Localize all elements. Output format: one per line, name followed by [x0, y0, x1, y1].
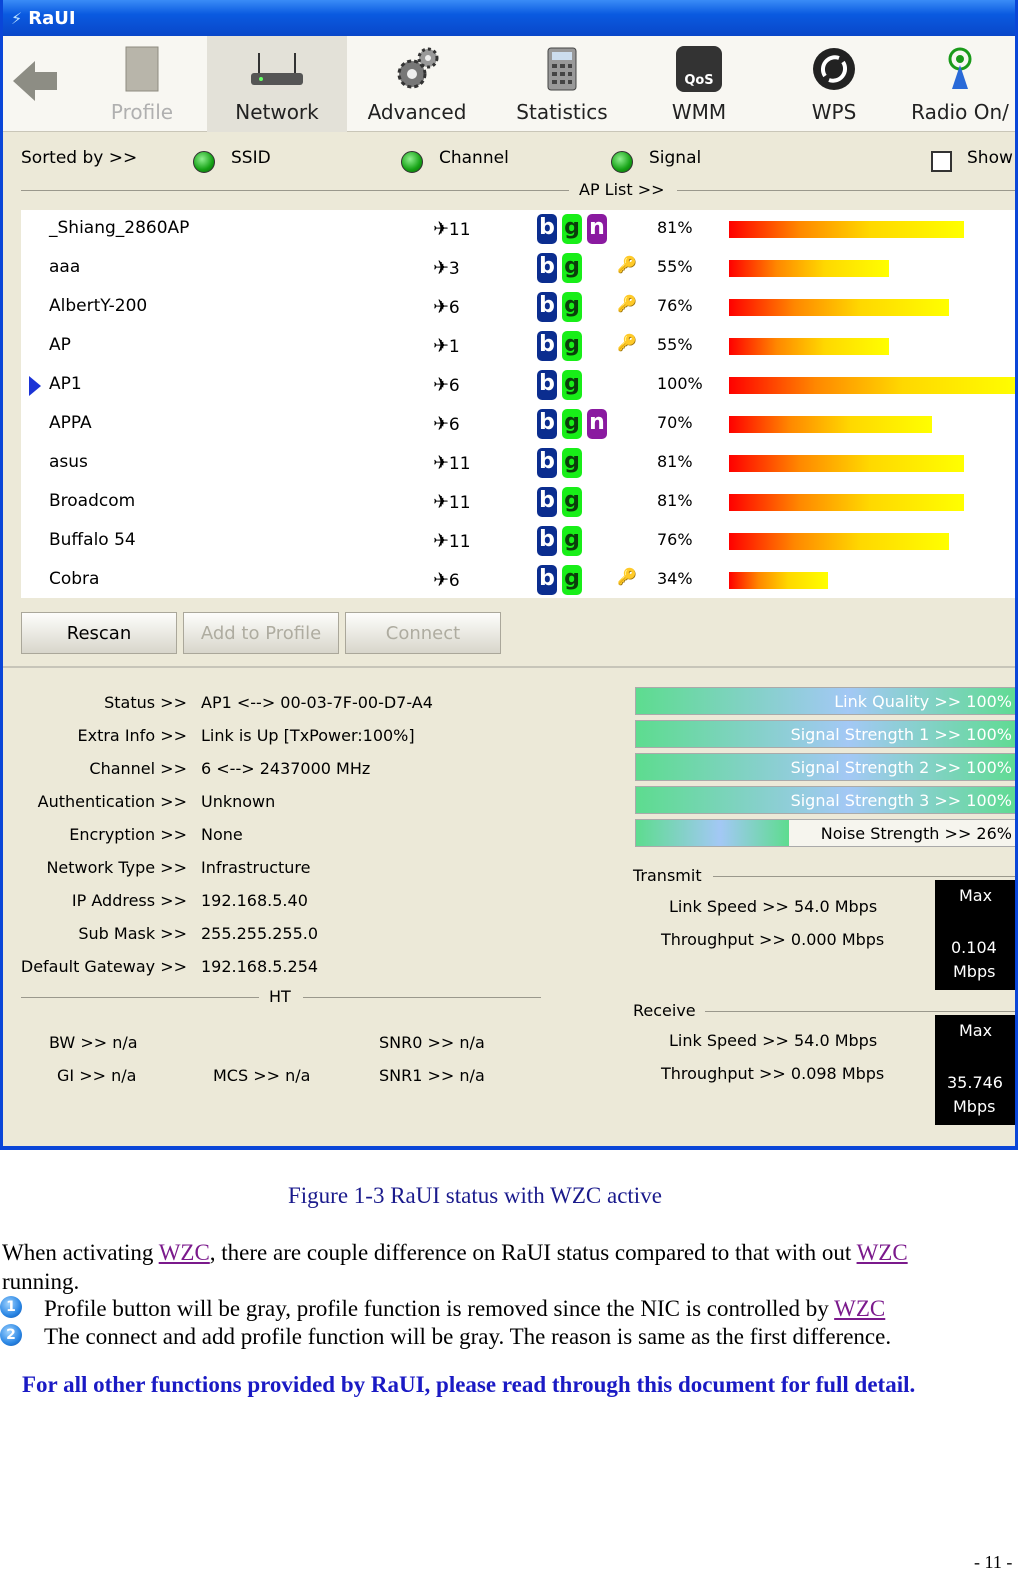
- ap-ssid: AlbertY-200: [49, 296, 148, 316]
- quality-bar: [635, 687, 1018, 715]
- add-to-profile-button[interactable]: Add to Profile: [183, 612, 339, 654]
- transmit-title: Transmit: [633, 866, 702, 885]
- sort-channel-label: Channel: [439, 148, 509, 168]
- tx-max-value: 0.104: [951, 938, 997, 957]
- bullet-1-icon: 1: [0, 1296, 22, 1318]
- window-title: RaUI: [28, 7, 76, 29]
- ap-row[interactable]: [21, 405, 1018, 444]
- mode-g-icon: g: [562, 331, 582, 361]
- channel-icon: ✈: [433, 413, 449, 435]
- status-label: Extra Info >>: [77, 726, 187, 745]
- status-label: Network Type >>: [46, 858, 187, 877]
- ht-title: HT: [269, 987, 291, 1006]
- signal-bar: [729, 533, 949, 550]
- rx-link-speed: Link Speed >> 54.0 Mbps: [669, 1031, 878, 1050]
- quality-text: Noise Strength >> 26%: [820, 824, 1012, 843]
- toolbar-advanced-label: Advanced: [367, 100, 467, 124]
- ap-row[interactable]: [21, 327, 1018, 366]
- quality-bar: [635, 786, 1018, 814]
- mode-b-icon: b: [537, 487, 557, 517]
- quality-text: Signal Strength 2 >> 100%: [790, 758, 1012, 777]
- gi-value: GI >> n/a: [57, 1066, 137, 1085]
- ap-ssid: APPA: [49, 413, 92, 433]
- router-icon: [249, 49, 305, 89]
- wzc-link-3[interactable]: WZC: [834, 1296, 886, 1321]
- quality-bar: [635, 720, 1018, 748]
- toolbar-wps-button[interactable]: [775, 36, 893, 132]
- channel-icon: ✈: [433, 335, 449, 357]
- toolbar-wmm-label: WMM: [671, 100, 727, 124]
- ap-row[interactable]: [21, 483, 1018, 522]
- ap-row[interactable]: [21, 288, 1018, 327]
- mode-n-icon: n: [587, 409, 607, 439]
- rx-throughput: Throughput >> 0.098 Mbps: [661, 1064, 885, 1083]
- quality-bar: [635, 819, 1018, 847]
- ap-ssid: AP1: [49, 374, 82, 394]
- toolbar-radio-label: Radio On/: [911, 100, 1009, 124]
- ap-channel: ✈11: [433, 491, 471, 513]
- bullet-2-icon: 2: [0, 1324, 22, 1346]
- signal-bar: [729, 221, 964, 238]
- mode-g-icon: g: [562, 526, 582, 556]
- ap-ssid: _Shiang_2860AP: [49, 218, 190, 238]
- section-divider: [3, 666, 1015, 668]
- quality-text: Signal Strength 1 >> 100%: [790, 725, 1012, 744]
- channel-icon: ✈: [433, 569, 449, 591]
- mode-b-icon: b: [537, 526, 557, 556]
- mode-b-icon: b: [537, 448, 557, 478]
- ap-ssid: Broadcom: [49, 491, 136, 511]
- sort-ssid-radio[interactable]: [193, 151, 215, 173]
- mode-b-icon: b: [537, 253, 557, 283]
- channel-icon: ✈: [433, 491, 449, 513]
- status-value: Unknown: [201, 792, 276, 811]
- gears-icon: [392, 44, 442, 94]
- tx-max-unit: Mbps: [953, 962, 996, 981]
- status-value: AP1 <--> 00-03-7F-00-D7-A4: [201, 693, 433, 712]
- toolbar-advanced-button[interactable]: [349, 36, 485, 132]
- ap-row[interactable]: [21, 561, 1018, 600]
- status-label: IP Address >>: [71, 891, 187, 910]
- ap-ssid: asus: [49, 452, 88, 472]
- lock-key-icon: 🔑: [617, 255, 637, 274]
- ap-signal: 34%: [657, 569, 693, 588]
- selected-arrow-icon: [29, 376, 41, 396]
- calculator-icon: [542, 44, 582, 94]
- mode-b-icon: b: [537, 331, 557, 361]
- channel-icon: ✈: [433, 452, 449, 474]
- ap-channel: ✈6: [433, 374, 460, 396]
- ap-row[interactable]: [21, 249, 1018, 288]
- ap-signal: 81%: [657, 452, 693, 471]
- ap-row[interactable]: [21, 210, 1018, 249]
- status-label: Channel >>: [89, 759, 187, 778]
- quality-text: Signal Strength 3 >> 100%: [790, 791, 1012, 810]
- status-label: Encryption >>: [69, 825, 187, 844]
- sort-label: Sorted by >>: [21, 148, 138, 168]
- ap-signal: 100%: [657, 374, 703, 393]
- ht-header: [21, 987, 541, 1007]
- mode-g-icon: g: [562, 253, 582, 283]
- figure-caption: Figure 1-3 RaUI status with WZC active: [288, 1183, 662, 1208]
- bw-value: BW >> n/a: [49, 1033, 138, 1052]
- signal-bar: [729, 377, 1018, 394]
- channel-icon: ✈: [433, 218, 449, 240]
- status-value: 192.168.5.254: [201, 957, 319, 976]
- ap-ssid: AP: [49, 335, 71, 355]
- ap-list-title: AP List >>: [579, 180, 665, 199]
- sort-bar: [3, 140, 1015, 180]
- status-value: 6 <--> 2437000 MHz: [201, 759, 371, 778]
- ap-signal: 70%: [657, 413, 693, 432]
- toolbar-wps-label: WPS: [811, 100, 857, 124]
- rescan-button[interactable]: Rescan: [21, 612, 177, 654]
- channel-icon: ✈: [433, 530, 449, 552]
- mode-g-icon: g: [562, 487, 582, 517]
- ap-channel: ✈11: [433, 218, 471, 240]
- mode-b-icon: b: [537, 370, 557, 400]
- paragraph: When activating WZC, there are couple difference on RaUI status compared to that with out WZC running.: [2, 1240, 908, 1294]
- show-checkbox[interactable]: [931, 151, 952, 172]
- status-value: Infrastructure: [201, 858, 311, 877]
- qos-icon: QoS: [676, 46, 722, 92]
- tx-max-label: Max: [959, 886, 993, 905]
- mode-g-icon: g: [562, 214, 582, 244]
- status-label: Status >>: [104, 693, 187, 712]
- ap-signal: 76%: [657, 530, 693, 549]
- sort-channel-radio[interactable]: [401, 151, 423, 173]
- wzc-link-2[interactable]: WZC: [856, 1240, 908, 1265]
- signal-bar: [729, 494, 964, 511]
- toolbar-network-button[interactable]: [207, 36, 347, 132]
- profile-icon: [122, 45, 162, 93]
- channel-icon: ✈: [433, 374, 449, 396]
- status-label: Default Gateway >>: [20, 957, 187, 976]
- signal-bar: [729, 455, 964, 472]
- quality-fill: [636, 820, 789, 846]
- raui-logo-icon: ⚡: [11, 8, 23, 28]
- ap-list[interactable]: [21, 210, 1018, 598]
- sort-signal-label: Signal: [649, 148, 702, 168]
- status-label: Sub Mask >>: [78, 924, 187, 943]
- signal-bar: [729, 416, 932, 433]
- radio-antenna-icon: [940, 45, 980, 93]
- channel-icon: ✈: [433, 296, 449, 318]
- lock-key-icon: 🔑: [617, 567, 637, 586]
- wzc-link-1[interactable]: WZC: [158, 1240, 210, 1265]
- mode-b-icon: b: [537, 565, 557, 595]
- quality-text: Link Quality >> 100%: [834, 692, 1012, 711]
- ap-channel: ✈6: [433, 569, 460, 591]
- signal-bar: [729, 299, 949, 316]
- wps-icon: [811, 46, 857, 92]
- mode-b-icon: b: [537, 292, 557, 322]
- ap-row[interactable]: [21, 444, 1018, 483]
- status-label: Authentication >>: [37, 792, 187, 811]
- ap-channel: ✈11: [433, 452, 471, 474]
- signal-bar: [729, 260, 889, 277]
- lock-key-icon: 🔑: [617, 294, 637, 313]
- mode-g-icon: g: [562, 565, 582, 595]
- ap-list-header: [21, 180, 1018, 200]
- mode-g-icon: g: [562, 409, 582, 439]
- rx-max-label: Max: [959, 1021, 993, 1040]
- mode-b-icon: b: [537, 214, 557, 244]
- toolbar-profile-label: Profile: [110, 100, 174, 124]
- status-value: 255.255.255.0: [201, 924, 319, 943]
- toolbar-network-label: Network: [235, 100, 319, 124]
- ap-signal: 55%: [657, 335, 693, 354]
- ap-signal: 81%: [657, 218, 693, 237]
- ap-channel: ✈11: [433, 530, 471, 552]
- sort-ssid-label: SSID: [231, 148, 271, 168]
- bullet-2-text: The connect and add profile function will be gray. The reason is same as the first difference.: [44, 1324, 892, 1349]
- toolbar: [3, 36, 1015, 132]
- rx-max-unit: Mbps: [953, 1097, 996, 1116]
- ap-ssid: aaa: [49, 257, 81, 277]
- channel-icon: ✈: [433, 257, 449, 279]
- toolbar-profile-button[interactable]: [81, 36, 203, 132]
- ap-signal: 55%: [657, 257, 693, 276]
- bullet-1-text: Profile button will be gray, profile function is removed since the NIC is controlled by WZC: [44, 1296, 886, 1321]
- tx-max-box: [935, 880, 1018, 990]
- mode-g-icon: g: [562, 370, 582, 400]
- ap-row[interactable]: [21, 522, 1018, 561]
- snr1-value: SNR1 >> n/a: [379, 1066, 485, 1085]
- toolbar-radio-button[interactable]: [899, 36, 1018, 132]
- snr0-value: SNR0 >> n/a: [379, 1033, 485, 1052]
- connect-button[interactable]: Connect: [345, 612, 501, 654]
- ap-row[interactable]: [21, 366, 1018, 405]
- toolbar-wmm-button[interactable]: [639, 36, 759, 132]
- mode-g-icon: g: [562, 292, 582, 322]
- lock-key-icon: 🔑: [617, 333, 637, 352]
- tx-link-speed: Link Speed >> 54.0 Mbps: [669, 897, 878, 916]
- mode-n-icon: n: [587, 214, 607, 244]
- mcs-value: MCS >> n/a: [213, 1066, 311, 1085]
- quality-bar: [635, 753, 1018, 781]
- toolbar-statistics-label: Statistics: [516, 100, 608, 124]
- ap-ssid: Buffalo 54: [49, 530, 136, 550]
- note-text: For all other functions provided by RaUI, please read through this document for full detail.: [22, 1372, 916, 1397]
- tx-throughput: Throughput >> 0.000 Mbps: [661, 930, 885, 949]
- ap-channel: ✈6: [433, 296, 460, 318]
- ap-ssid: Cobra: [49, 569, 100, 589]
- show-label: Show: [967, 148, 1013, 168]
- sort-signal-radio[interactable]: [611, 151, 633, 173]
- ap-channel: ✈6: [433, 413, 460, 435]
- status-value: 192.168.5.40: [201, 891, 308, 910]
- ap-channel: ✈1: [433, 335, 460, 357]
- rx-max-box: [935, 1015, 1018, 1125]
- mode-b-icon: b: [537, 409, 557, 439]
- toolbar-statistics-button[interactable]: [493, 36, 631, 132]
- status-value: Link is Up [TxPower:100%]: [201, 726, 415, 745]
- ap-signal: 81%: [657, 491, 693, 510]
- receive-title: Receive: [633, 1001, 696, 1020]
- page-number: - 11 -: [974, 1552, 1013, 1572]
- mode-g-icon: g: [562, 448, 582, 478]
- rx-max-value: 35.746: [947, 1073, 1003, 1092]
- signal-bar: [729, 338, 889, 355]
- status-value: None: [201, 825, 243, 844]
- back-arrow-icon[interactable]: [11, 56, 61, 106]
- ap-signal: 76%: [657, 296, 693, 315]
- ap-channel: ✈3: [433, 257, 460, 279]
- title-bar: [3, 0, 1015, 36]
- signal-bar: [729, 572, 828, 589]
